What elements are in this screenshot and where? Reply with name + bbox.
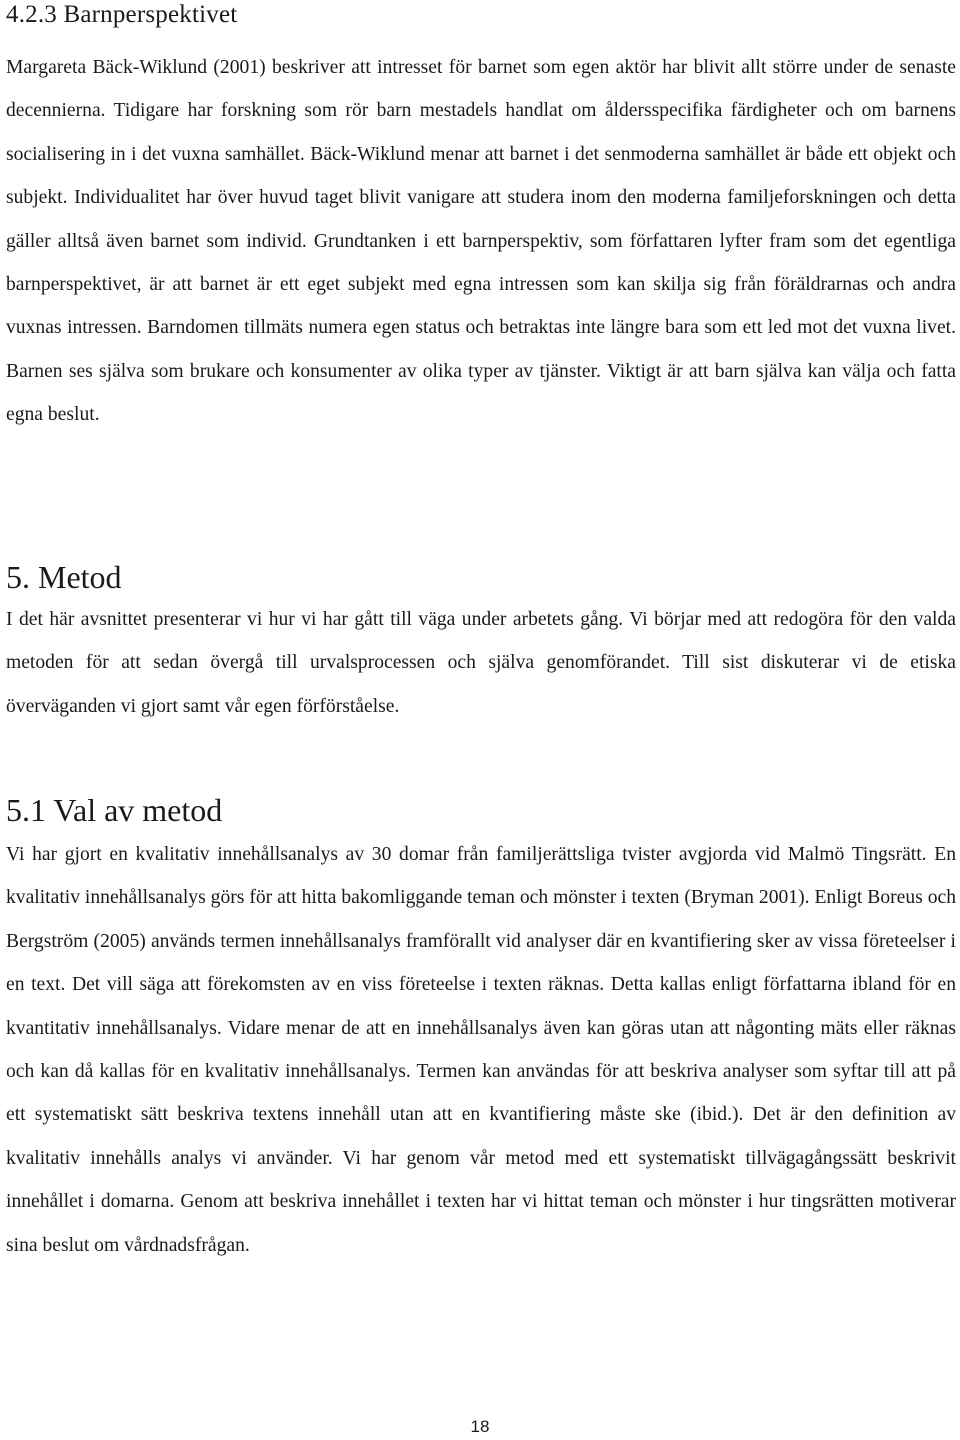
paragraph-barnperspektivet: Margareta Bäck-Wiklund (2001) beskriver att intresset för barnet som egen aktör har blivit allt större under de senaste decennierna. Tidigare har forskning som rör barn mestadels handlat om åldersspecifika färdigheter och om barnens socialisering in i det vuxna samhället. Bäck-Wiklund menar att barnet i det senmoderna samhället är både ett objekt och subjekt. Individualitet har över huvud taget blivit vanigare att studera inom den moderna familjeforskningen och detta gäller alltså även barnet som individ. Grundtanken i ett barnperspektiv, som författaren lyfter fram som det egentliga barnperspektivet, är att barnet är ett eget subjekt med egna intressen som kan skilja sig från föräldrarnas och andra vuxnas intressen. Barndomen tillmäts numera egen status och betraktas inte längre bara som ett led mot det vuxna livet. Barnen ses själva som brukare och konsumenter av olika typer av tjänster. Viktigt är att barn själva kan välja och fatta egna beslut.	[6, 57, 956, 426]
page-number: 18	[470, 1417, 490, 1436]
paragraph-val-av-metod: Vi har gjort en kvalitativ innehållsanalys av 30 domar från familjerättsliga tvister avgjorda vid Malmö Tingsrätt. En kvalitativ innehållsanalys görs för att hitta bakomliggande teman och mönster i texten (Bryman 2001). Enligt Boreus och Bergström (2005) används termen innehållsanalys framförallt vid analyser där en kvantifiering sker av vissa företeelser i en text. Det vill säga att förekomsten av en viss företeelse i texten räknas. Detta kallas enligt författarna ibland för en kvantitativ innehållsanalys. Vidare menar de att en innehållsanalys även kan göras utan att någonting mäts eller räknas och kan då kallas för en kvalitativ innehållsanalys. Termen kan användas för att beskriva analyser som syftar till att på ett systematiskt sätt beskriva textens innehåll utan att en kvantifiering måste ske (ibid.). Det är den definition av kvalitativ innehålls analys vi använder. Vi har genom vår metod med ett systematiskt tillvägagångssätt beskrivit innehållet i domarna. Genom att beskriva innehållet i texten har vi hittat teman och mönster i hur tingsrätten motiverar sina beslut om vårdnadsfrågan.	[6, 844, 956, 1256]
paragraph-metod: I det här avsnittet presenterar vi hur vi har gått till väga under arbetets gång. Vi börjar med att redogöra för den valda metoden för att sedan övergå till urvalsprocessen och själva genomförandet. Till sist diskuterar vi de etiska överväganden vi gjort samt vår egen förförståelse.	[6, 609, 956, 717]
section-heading-barnperspektivet: 4.2.3 Barnperspektivet	[6, 1, 238, 28]
section-heading-val-av-metod: 5.1 Val av metod	[6, 792, 223, 828]
section-heading-metod: 5. Metod	[6, 559, 122, 595]
